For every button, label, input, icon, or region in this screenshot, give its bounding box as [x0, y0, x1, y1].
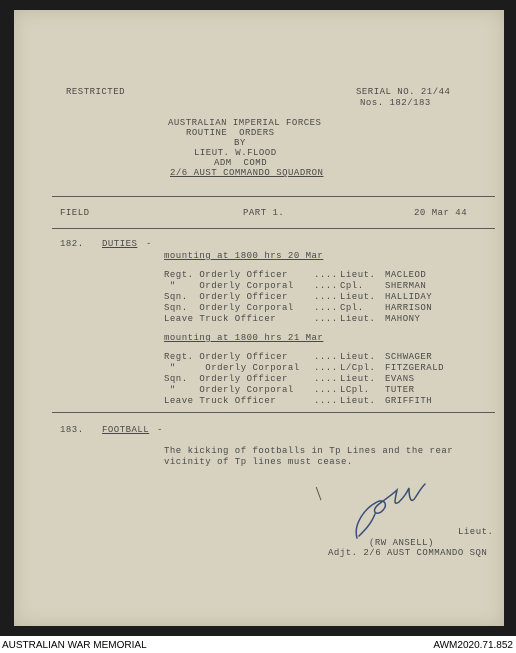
- duty-name: SCHWAGER: [385, 352, 433, 362]
- duty-name: TUTER: [385, 385, 415, 395]
- duty-role: Regt. Orderly Officer: [164, 270, 288, 280]
- duty-dots: ....: [314, 270, 338, 280]
- duty-name: HALLIDAY: [385, 292, 433, 302]
- order-183-body-line-2: vicinity of Tp lines must cease.: [164, 457, 353, 467]
- signatory-appointment: Adjt. 2/6 AUST COMMANDO SQN: [328, 548, 488, 558]
- duty-dots: ....: [314, 292, 338, 302]
- duty-rank: Lieut.: [340, 396, 376, 406]
- divider-orders: [52, 412, 495, 413]
- duty-rank: Lieut.: [340, 374, 376, 384]
- duty-rank: Lieut.: [340, 314, 376, 324]
- duty-role: " Orderly Corporal: [164, 363, 300, 373]
- divider-top: [52, 196, 495, 197]
- order-183-body-line-1: The kicking of footballs in Tp Lines and the rear: [164, 446, 454, 456]
- duty-name: FITZGERALD: [385, 363, 445, 373]
- title-line-1: AUSTRALIAN IMPERIAL FORCES: [168, 118, 322, 128]
- title-line-2: ROUTINE ORDERS: [186, 128, 275, 138]
- duty-role: Regt. Orderly Officer: [164, 352, 288, 362]
- title-line-6: 2/6 AUST COMMANDO SQUADRON: [170, 168, 324, 178]
- part-label: PART 1.: [243, 208, 285, 218]
- serial-number: SERIAL NO. 21/44: [356, 87, 451, 97]
- archive-accession-number: AWM2020.71.852: [433, 640, 513, 651]
- handwritten-signature: [335, 480, 435, 540]
- location: FIELD: [60, 208, 90, 218]
- duty-role: Leave Truck Officer: [164, 314, 277, 324]
- duty-rank: Cpl.: [340, 281, 364, 291]
- signatory-name: (RW ANSELL): [369, 538, 434, 548]
- classification: RESTRICTED: [66, 87, 126, 97]
- duty-dots: ....: [314, 374, 338, 384]
- duty-rank: L/Cpl.: [340, 363, 376, 373]
- title-line-5: ADM COMD: [214, 158, 268, 168]
- duty-name: MACLEOD: [385, 270, 427, 280]
- duty-role: Sqn. Orderly Officer: [164, 374, 288, 384]
- signatory-rank: Lieut.: [458, 527, 494, 537]
- duty-rank: Lieut.: [340, 292, 376, 302]
- title-line-3: BY: [234, 138, 246, 148]
- duty-subheading-1: mounting at 1800 hrs 20 Mar: [164, 251, 324, 261]
- duty-name: SHERMAN: [385, 281, 427, 291]
- order-182-heading: DUTIES: [102, 239, 138, 249]
- duty-dots: ....: [314, 385, 338, 395]
- duty-role: Leave Truck Officer: [164, 396, 277, 406]
- duty-dots: ....: [314, 314, 338, 324]
- duty-role: " Orderly Corporal: [164, 385, 294, 395]
- duty-name: MAHONY: [385, 314, 421, 324]
- duty-subheading-2: mounting at 1800 hrs 21 Mar: [164, 333, 324, 343]
- duty-rank: LCpl.: [340, 385, 370, 395]
- duty-rank: Lieut.: [340, 352, 376, 362]
- archive-credit: AUSTRALIAN WAR MEMORIAL: [2, 640, 147, 651]
- order-183-dash: -: [157, 425, 163, 435]
- duty-name: HARRISON: [385, 303, 433, 313]
- duty-rank: Cpl.: [340, 303, 364, 313]
- order-numbers: Nos. 182/183: [360, 98, 431, 108]
- duty-role: Sqn. Orderly Officer: [164, 292, 288, 302]
- order-182-dash: -: [146, 239, 152, 249]
- order-183-number: 183.: [60, 425, 84, 435]
- duty-role: " Orderly Corporal: [164, 281, 294, 291]
- title-line-4: LIEUT. W.FLOOD: [194, 148, 277, 158]
- duty-dots: ....: [314, 396, 338, 406]
- duty-rank: Lieut.: [340, 270, 376, 280]
- duty-role: Sqn. Orderly Corporal: [164, 303, 294, 313]
- order-182-number: 182.: [60, 239, 84, 249]
- duty-dots: ....: [314, 352, 338, 362]
- order-date: 20 Mar 44: [414, 208, 468, 218]
- duty-name: EVANS: [385, 374, 415, 384]
- order-183-heading: FOOTBALL: [102, 425, 150, 435]
- divider-part: [52, 228, 495, 229]
- duty-dots: ....: [314, 303, 338, 313]
- duty-dots: ....: [314, 281, 338, 291]
- duty-dots: ....: [314, 363, 338, 373]
- duty-name: GRIFFITH: [385, 396, 433, 406]
